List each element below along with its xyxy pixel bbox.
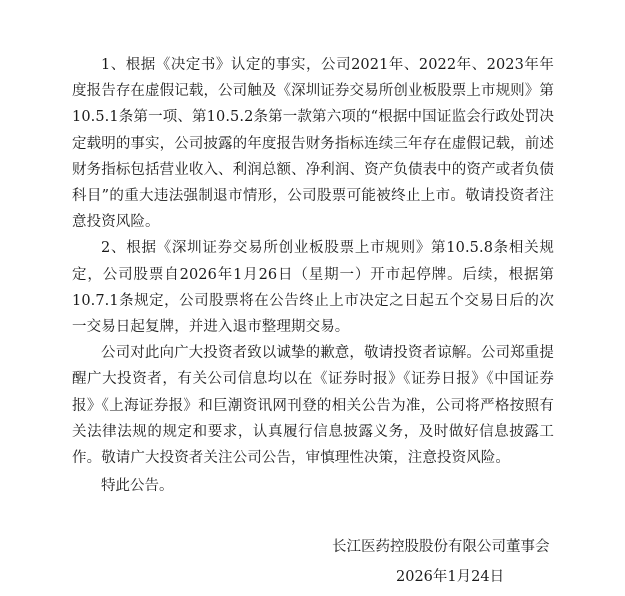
paragraph-1: 1、根据《决定书》认定的事实，公司2021年、2022年、2023年年度报告存在虚假记载，公司触及《深圳证券交易所创业板股票上市规则》第10.5.1条第一项、第10.5.2条第一款第六项的“根据中国证监会行政处罚决定载明的事实，公司披露的年度报告财务指标连续三年存在虚假记载，前述财务指标包括营业收入、利润总额、净利润、资产负债表中的资产或者负债科目”的重大违法强制退市情形，公司股票可能被终止上市。敬请投资者注意投资风险。 <box>72 57 554 231</box>
signature-date: 2026年1月24日 <box>396 569 505 585</box>
paragraph-3: 公司对此向广大投资者致以诚挚的歉意，敬请投资者谅解。公司郑重提醒广大投资者，有关公司信息均以在《证券时报》《证券日报》《中国证券报》《上海证券报》和巨潮资讯网刊登的相关公告为准，公司将严格按照有关法律法规的规定和要求，认真履行信息披露义务，及时做好信息披露工作。敬请广大投资者关注公司公告，审慎理性决策，注意投资风险。 <box>72 345 554 467</box>
closing-remark: 特此公告。 <box>101 478 174 495</box>
signature-block <box>332 534 562 590</box>
announcement-body <box>72 52 554 499</box>
paragraph-2: 2、根据《深圳证券交易所创业板股票上市规则》第10.5.8条相关规定，公司股票自2026年1月26日（星期一）开市起停牌。后续，根据第10.7.1条规定，公司股票将在公告终止上市决定之日起五个交易日后的次一交易日起复牌，并进入退市整理期交易。 <box>72 240 554 336</box>
signature-company: 长江医药控股股份有限公司董事会 <box>332 539 550 555</box>
